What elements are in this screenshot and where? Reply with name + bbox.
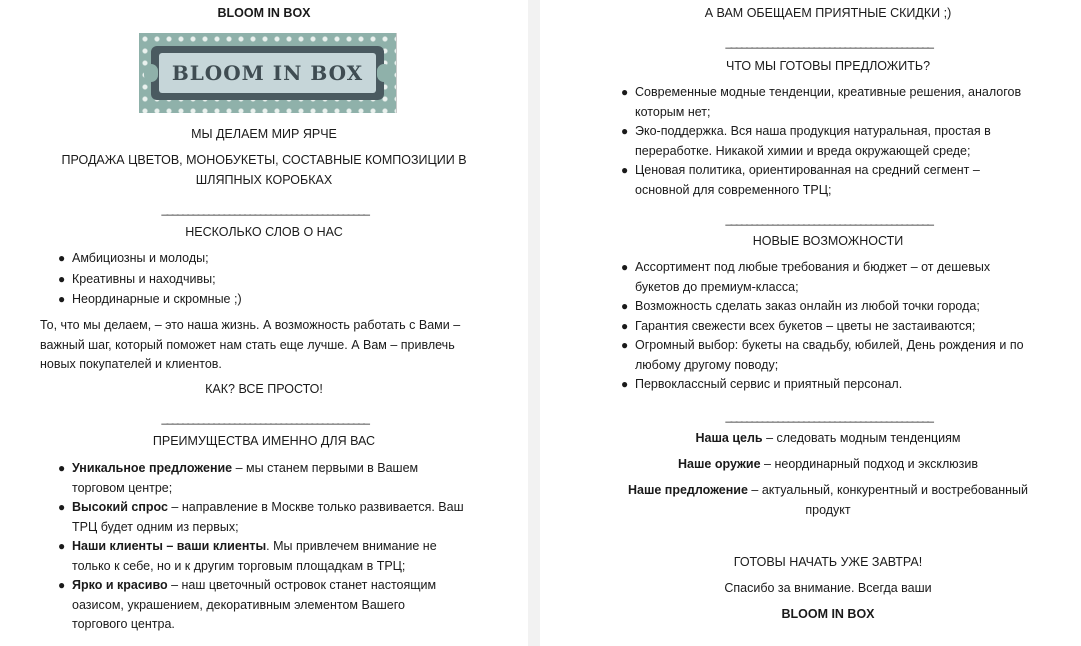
proposal-line: Наше предложение – актуальный, конкурентный и востребованный продукт bbox=[627, 483, 1029, 517]
list-item: ● Ценовая политика, ориентированная на средний сегмент – основной для современного ТРЦ; bbox=[621, 163, 980, 197]
weapon-line: Наше оружие – неординарный подход и эксклюзив bbox=[678, 457, 978, 471]
about-list bbox=[58, 249, 502, 310]
list-item: ● Возможность сделать заказ онлайн из любой точки города; bbox=[635, 297, 1075, 317]
about-heading: НЕСКОЛЬКО СЛОВ О НАС bbox=[185, 225, 343, 239]
bullet-icon: ● bbox=[58, 292, 66, 306]
list-item: ● Эко-поддержка. Вся наша продукция натуральная, простая в переработке. Никакой химии и вреда окружающей среде; bbox=[621, 124, 991, 158]
about-paragraph bbox=[40, 316, 500, 375]
goal-line: Наша цель – следовать модным тенденциям bbox=[695, 431, 961, 445]
bullet-icon: ● bbox=[621, 163, 629, 177]
bloom-in-box-logo bbox=[139, 33, 397, 113]
bullet-icon: ● bbox=[621, 377, 629, 391]
list-item: ● Креативны и находчивы; bbox=[72, 270, 502, 290]
list-item: ● Неординарные и скромные ;) bbox=[72, 290, 502, 310]
divider-rule: ________________________________________ bbox=[725, 35, 933, 49]
list-item: ● Амбициозны и молоды; bbox=[72, 249, 502, 269]
bullet-icon: ● bbox=[621, 299, 629, 313]
bullet-icon: ● bbox=[621, 318, 629, 333]
list-item: ● Первоклассный сервис и приятный персонал. bbox=[635, 375, 1075, 395]
document-page-left bbox=[0, 0, 528, 646]
logo-plate bbox=[151, 46, 384, 100]
divider-rule: ________________________________________ bbox=[161, 411, 369, 425]
paragraph-line: важный шаг, который поможет нам стать еще лучше. А Вам – привлечь bbox=[40, 337, 455, 352]
list-item: ● Огромный выбор: букеты на свадьбу, юбилей, День рождения и по любому другому поводу; bbox=[621, 338, 1024, 372]
page-gutter bbox=[528, 0, 540, 646]
slogan: МЫ ДЕЛАЕМ МИР ЯРЧЕ bbox=[191, 127, 337, 141]
list-item: ● Современные модные тенденции, креативные решения, аналогов которым нет; bbox=[621, 85, 1022, 119]
subtitle-line-2: ШЛЯПНЫХ КОРОБКАХ bbox=[195, 173, 333, 187]
thanks-line: Спасибо за внимание. Всегда ваши bbox=[724, 581, 932, 595]
discount-line: А ВАМ ОБЕЩАЕМ ПРИЯТНЫЕ СКИДКИ ;) bbox=[704, 6, 952, 20]
subtitle-line-1: ПРОДАЖА ЦВЕТОВ, МОНОБУКЕТЫ, СОСТАВНЫЕ КОМПОЗИЦИИ В bbox=[61, 153, 467, 167]
bullet-icon: ● bbox=[58, 500, 66, 514]
list-item: ● Ассортимент под любые требования и бюджет – от дешевых букетов до премиум-класса; bbox=[621, 260, 991, 294]
list-item: ● Гарантия свежести всех букетов – цветы не застаиваются; bbox=[635, 317, 1075, 337]
list-item: ● Высокий спрос – направление в Москве только развивается. Ваш ТРЦ будет одним из первых; bbox=[58, 500, 464, 534]
divider-rule: ________________________________________ bbox=[161, 202, 369, 216]
bullet-icon: ● bbox=[621, 85, 629, 99]
bullet-icon: ● bbox=[58, 539, 66, 553]
advantages-list bbox=[58, 459, 492, 635]
divider-rule: ________________________________________ bbox=[725, 212, 933, 226]
bullet-icon: ● bbox=[621, 338, 629, 352]
doc-title: BLOOM IN BOX bbox=[217, 6, 311, 20]
divider-rule: ________________________________________ bbox=[725, 409, 933, 423]
logo-inner bbox=[159, 53, 376, 93]
offer-heading: ЧТО МЫ ГОТОВЫ ПРЕДЛОЖИТЬ? bbox=[725, 59, 931, 73]
new-heading: НОВЫЕ ВОЗМОЖНОСТИ bbox=[752, 234, 904, 248]
list-item: ● Ярко и красиво – наш цветочный островок станет настоящим оазисом, украшением, декоративным элементом Вашего торгового центра. bbox=[58, 578, 437, 631]
list-item: ● Уникальное предложение – мы станем первыми в Вашем торговом центре; bbox=[58, 461, 419, 495]
bullet-icon: ● bbox=[58, 461, 66, 475]
new-opportunities-list bbox=[621, 258, 1075, 395]
signature: BLOOM IN BOX bbox=[781, 607, 875, 621]
bullet-icon: ● bbox=[621, 124, 629, 138]
paragraph-line: То, что мы делаем, – это наша жизнь. А возможность работать с Вами – bbox=[40, 318, 461, 332]
bullet-icon: ● bbox=[58, 271, 66, 286]
ready-line: ГОТОВЫ НАЧАТЬ УЖЕ ЗАВТРА! bbox=[733, 555, 923, 569]
advantages-heading: ПРЕИМУЩЕСТВА ИМЕННО ДЛЯ ВАС bbox=[152, 434, 376, 448]
bullet-icon: ● bbox=[58, 578, 66, 592]
logo-text: BLOOM IN BOX bbox=[171, 61, 364, 85]
list-item: ● Наши клиенты – ваши клиенты. Мы привлечем внимание не только к себе, но и к другим торговым площадкам в ТРЦ; bbox=[58, 539, 437, 573]
simple-heading: КАК? ВСЕ ПРОСТО! bbox=[205, 382, 323, 396]
offer-list bbox=[621, 83, 1065, 200]
document-page-right bbox=[540, 0, 1081, 646]
bullet-icon: ● bbox=[621, 260, 629, 274]
paragraph-line: новых покупателей и клиентов. bbox=[40, 357, 222, 371]
bullet-icon: ● bbox=[58, 251, 66, 265]
